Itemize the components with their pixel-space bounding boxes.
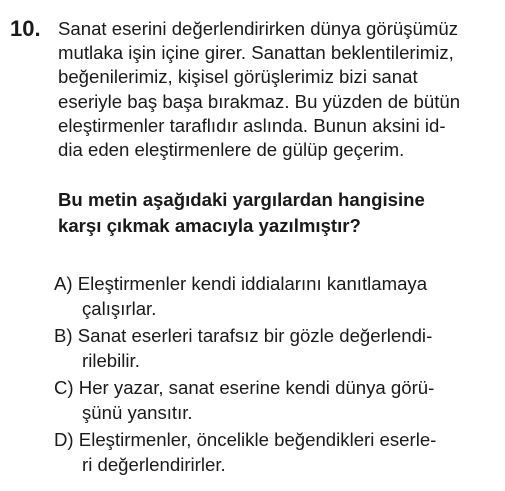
passage-line: eleştirmenler taraflıdır aslında. Bunun aksini id- [58, 114, 446, 136]
option-b[interactable] [54, 323, 499, 373]
option-b-text: B) Sanat eserleri tarafsız bir gözle değerlendi- [54, 325, 433, 346]
question-passage [58, 17, 498, 162]
option-c[interactable] [54, 375, 499, 425]
option-d-text-cont: ri değerlendirirler. [82, 454, 226, 475]
prompt-line: karşı çıkmak amacıyla yazılmıştır? [58, 215, 361, 236]
passage-line: beğenilerimiz, kişisel görüşlerimiz bizi sanat [58, 66, 418, 88]
question-number: 10. [10, 16, 41, 41]
option-d[interactable] [54, 427, 499, 477]
question-prompt [58, 187, 498, 239]
passage-line: Sanat eserini değerlendirirken dünya görüşümüz [58, 18, 459, 39]
option-c-text-cont: şünü yansıtır. [82, 402, 193, 423]
option-d-text: D) Eleştirmenler, öncelikle beğendikleri eserle- [54, 429, 437, 450]
answer-options [54, 271, 499, 479]
prompt-line: Bu metin aşağıdaki yargılardan hangisine [58, 189, 425, 210]
option-a[interactable] [54, 271, 499, 321]
option-a-text: A) Eleştirmenler kendi iddialarını kanıtlamaya [54, 273, 428, 294]
passage-line: eseriyle baş başa bırakmaz. Bu yüzden de bütün [58, 90, 461, 112]
passage-line: dia eden eleştirmenlere de gülüp geçerim. [58, 139, 405, 161]
option-a-text-cont: çalışırlar. [82, 298, 157, 319]
passage-line: mutlaka işin içine girer. Sanattan beklentilerimiz, [58, 42, 454, 64]
option-c-text: C) Her yazar, sanat eserine kendi dünya görü- [54, 377, 435, 398]
option-b-text-cont: rilebilir. [82, 350, 140, 371]
